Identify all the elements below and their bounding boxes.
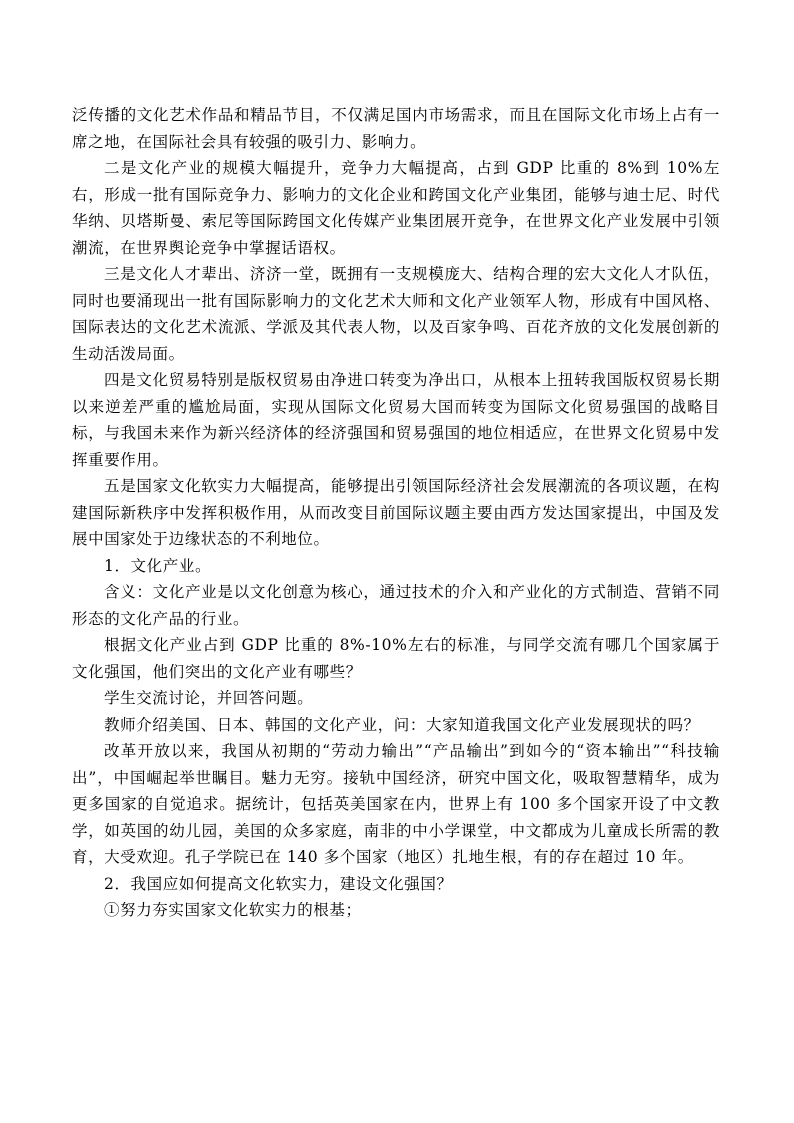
paragraph-definition: 含义：文化产业是以文化创意为核心，通过技术的介入和产业化的方式制造、营销不同形态的文化产品的行业。 (72, 583, 720, 628)
paragraph-question: 根据文化产业占到 GDP 比重的 8%-10%左右的标准，与同学交流有哪几个国家属于文化强国，他们突出的文化产业有哪些？ (72, 636, 720, 681)
paragraph-reform: 改革开放以来，我国从初期的“劳动力输出”“产品输出”到如今的“资本输出”“科技输出”，中国崛起举世瞩目。魅力无穷。接轨中国经济，研究中国文化，吸取智慧精华，成为更多国家的自觉追求。据统计，包括英美国家在内，世界上有 100 多个国家开设了中文教学，如英国的幼儿园，美国的众多家庭，南非的中小学课堂，中文都成为儿童成长所需的教育，大受欢迎。孔子学院已在 140 多个国家（地区）扎地生根，有的存在超过 10 年。 (72, 742, 720, 866)
paragraph-3: 三是文化人才辈出、济济一堂，既拥有一支规模庞大、结构合理的宏大文化人才队伍，同时也要涌现出一批有国际影响力的文化艺术大师和文化产业领军人物，形成有中国风格、国际表达的文化艺术流派、学派及其代表人物，以及百家争鸣、百花齐放的文化发展创新的生动活泼局面。 (72, 265, 720, 363)
paragraph-2: 二是文化产业的规模大幅提升，竞争力大幅提高，占到 GDP 比重的 8%到 10%左右，形成一批有国际竞争力、影响力的文化企业和跨国文化产业集团，能够与迪士尼、时代华纳、贝塔斯曼、索尼等国际跨国文化传媒产业集团展开竞争，在世界文化产业发展中引领潮流，在世界舆论竞争中掌握话语权。 (72, 159, 720, 257)
document-body (72, 102, 720, 924)
paragraph-1: 泛传播的文化艺术作品和精品节目，不仅满足国内市场需求，而且在国际文化市场上占有一席之地，在国际社会具有较强的吸引力、影响力。 (72, 106, 720, 151)
paragraph-5: 五是国家文化软实力大幅提高，能够提出引领国际经济社会发展潮流的各项议题，在构建国际新秩序中发挥积极作用，从而改变目前国际议题主要由西方发达国家提出，中国及发展中国家处于边缘状态的不利地位。 (72, 477, 720, 548)
paragraph-4: 四是文化贸易特别是版权贸易由净进口转变为净出口，从根本上扭转我国版权贸易长期以来逆差严重的尴尬局面，实现从国际文化贸易大国而转变为国际文化贸易强国的战略目标，与我国未来作为新兴经济体的经济强国和贸易强国的地位相适应，在世界文化贸易中发挥重要作用。 (72, 371, 720, 469)
section-heading-cultural-industry: 1．文化产业。 (104, 556, 212, 575)
section-heading-soft-power: 2．我国应如何提高文化软实力，建设文化强国？ (104, 874, 453, 893)
paragraph-teacher-intro: 教师介绍美国、日本、韩国的文化产业，问：大家知道我国文化产业发展现状的吗？ (104, 715, 700, 734)
list-item-1: ①努力夯实国家文化软实力的根基； (104, 901, 362, 919)
paragraph-student-discussion: 学生交流讨论，并回答问题。 (104, 689, 314, 707)
